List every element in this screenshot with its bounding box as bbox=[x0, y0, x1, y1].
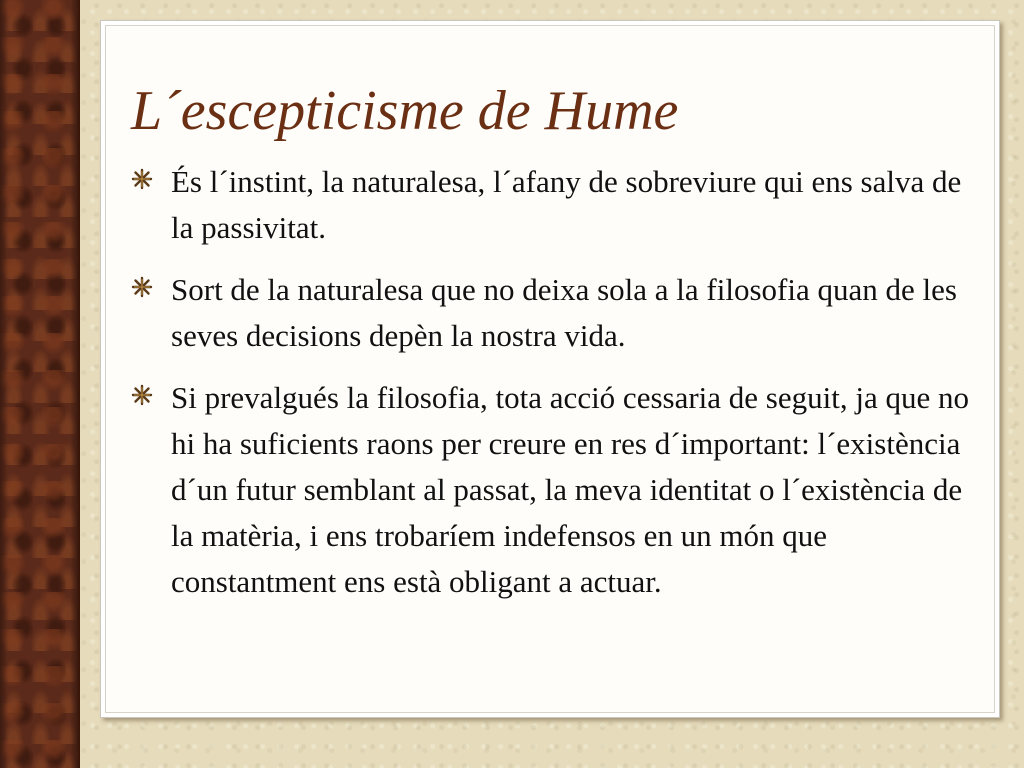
bullet-text: És l´instint, la naturalesa, l´afany de sobreviure qui ens salva de la passivitat. bbox=[171, 164, 962, 245]
asterisk-bullet-icon bbox=[131, 168, 153, 190]
asterisk-bullet-icon bbox=[131, 384, 153, 406]
slide-title: L´escepticisme de Hume bbox=[131, 80, 679, 142]
bullet-text: Si prevalgués la filosofia, tota acció cessaria de seguit, ja que no hi ha suficients raons per creure en res d´important: l´existència d´un futur semblant al passat, la meva identitat o l´existència de la matèria, i ens trobaríem indefensos en un món que constantment ens està obligant a actuar. bbox=[171, 380, 969, 599]
bullet-item bbox=[129, 267, 979, 359]
asterisk-bullet-icon bbox=[131, 276, 153, 298]
bullet-item bbox=[129, 375, 979, 605]
decorative-left-strip bbox=[0, 0, 80, 768]
bullet-item bbox=[129, 159, 979, 251]
slide-panel bbox=[100, 20, 1000, 718]
bullet-text: Sort de la naturalesa que no deixa sola a la filosofia quan de les seves decisions depèn la nostra vida. bbox=[171, 272, 957, 353]
bullet-list bbox=[129, 159, 979, 621]
